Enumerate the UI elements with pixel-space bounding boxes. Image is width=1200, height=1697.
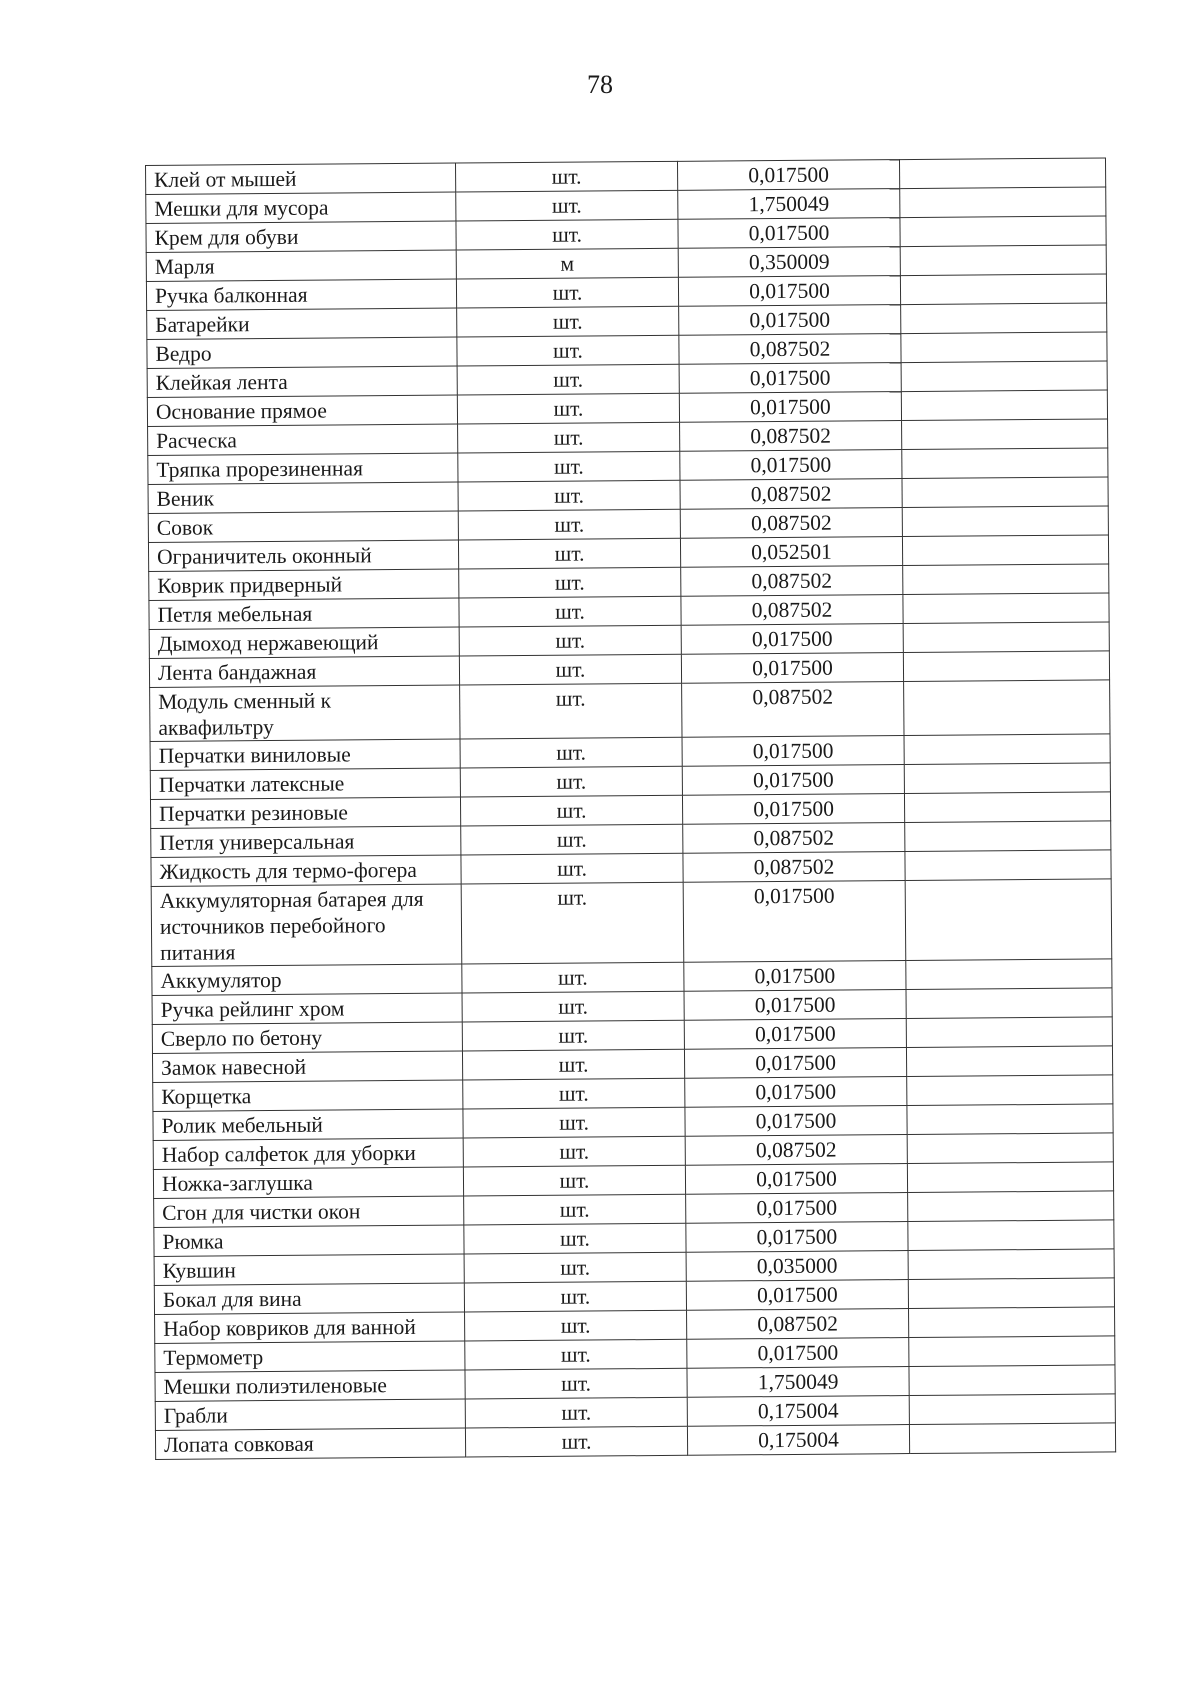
empty-cell: [908, 1278, 1114, 1309]
empty-cell: [906, 988, 1112, 1019]
quantity-cell: 0,087502: [681, 595, 903, 626]
quantity-cell: 0,017500: [682, 736, 904, 767]
item-name-cell: Модуль сменный к аквафильтру: [150, 685, 460, 741]
empty-cell: [901, 303, 1107, 334]
quantity-cell: 0,175004: [687, 1396, 909, 1427]
unit-cell: шт.: [465, 1426, 687, 1457]
empty-cell: [904, 680, 1110, 736]
unit-cell: шт.: [460, 795, 682, 826]
empty-cell: [900, 274, 1106, 305]
page-number: 78: [587, 70, 613, 99]
empty-cell: [909, 1336, 1115, 1367]
quantity-cell: 0,017500: [679, 305, 901, 336]
quantity-cell: 0,017500: [686, 1222, 908, 1253]
unit-cell: шт.: [456, 219, 678, 250]
quantity-cell: 0,017500: [684, 1019, 906, 1050]
unit-cell: шт.: [460, 737, 682, 768]
quantity-cell: 0,017500: [684, 961, 906, 992]
empty-cell: [903, 622, 1109, 653]
quantity-cell: 0,175004: [687, 1425, 909, 1456]
quantity-cell: 0,087502: [683, 823, 905, 854]
empty-cell: [899, 158, 1105, 189]
unit-cell: шт.: [455, 161, 677, 192]
item-name-cell: Ручка рейлинг хром: [152, 993, 462, 1024]
table-row: [155, 1423, 1115, 1460]
item-name-cell: Коврик придверный: [149, 569, 459, 600]
empty-cell: [906, 1046, 1112, 1077]
quantity-cell: 0,017500: [687, 1338, 909, 1369]
quantity-cell: 0,017500: [685, 1077, 907, 1108]
quantity-cell: 0,017500: [682, 765, 904, 796]
item-name-cell: Замок навесной: [152, 1051, 462, 1082]
quantity-cell: 0,087502: [683, 852, 905, 883]
item-name-cell: Ножка-заглушка: [153, 1167, 463, 1198]
empty-cell: [900, 216, 1106, 247]
empty-cell: [903, 564, 1109, 595]
empty-cell: [901, 390, 1107, 421]
empty-cell: [908, 1191, 1114, 1222]
empty-cell: [902, 419, 1108, 450]
unit-cell: шт.: [458, 451, 680, 482]
unit-cell: шт.: [459, 625, 681, 656]
unit-cell: шт.: [459, 654, 681, 685]
empty-cell: [905, 821, 1111, 852]
item-name-cell: Перчатки латексные: [150, 768, 460, 799]
empty-cell: [907, 1133, 1113, 1164]
quantity-cell: 0,035000: [686, 1251, 908, 1282]
item-name-cell: Перчатки резиновые: [150, 797, 460, 828]
unit-cell: шт.: [456, 190, 678, 221]
empty-cell: [909, 1423, 1115, 1454]
empty-cell: [902, 448, 1108, 479]
item-name-cell: Перчатки виниловые: [150, 739, 460, 770]
quantity-cell: 0,017500: [685, 1106, 907, 1137]
quantity-cell: 0,017500: [679, 392, 901, 423]
unit-cell: шт.: [461, 882, 684, 964]
quantity-cell: 0,087502: [682, 682, 904, 738]
quantity-cell: 0,087502: [680, 479, 902, 510]
item-name-cell: Лопата совковая: [155, 1428, 465, 1459]
unit-cell: шт.: [458, 480, 680, 511]
item-name-cell: Кувшин: [154, 1254, 464, 1285]
quantity-cell: 0,087502: [679, 334, 901, 365]
item-name-cell: Сверло по бетону: [152, 1022, 462, 1053]
unit-cell: шт.: [457, 306, 679, 337]
quantity-cell: 0,017500: [685, 1164, 907, 1195]
unit-cell: шт.: [458, 538, 680, 569]
quantity-cell: 1,750049: [678, 189, 900, 220]
item-name-cell: Мешки для мусора: [146, 192, 456, 223]
empty-cell: [905, 879, 1112, 961]
empty-cell: [903, 593, 1109, 624]
unit-cell: шт.: [459, 596, 681, 627]
empty-cell: [902, 535, 1108, 566]
unit-cell: шт.: [457, 364, 679, 395]
unit-cell: шт.: [465, 1397, 687, 1428]
empty-cell: [908, 1249, 1114, 1280]
unit-cell: шт.: [462, 1020, 684, 1051]
empty-cell: [904, 763, 1110, 794]
quantity-cell: 0,017500: [679, 363, 901, 394]
empty-cell: [908, 1220, 1114, 1251]
item-name-cell: Мешки полиэтиленовые: [155, 1370, 465, 1401]
empty-cell: [907, 1162, 1113, 1193]
table-row: [151, 879, 1112, 967]
items-table: [145, 157, 1116, 1460]
quantity-cell: 0,017500: [686, 1280, 908, 1311]
quantity-cell: 0,087502: [680, 508, 902, 539]
empty-cell: [900, 245, 1106, 276]
quantity-cell: 0,087502: [687, 1309, 909, 1340]
unit-cell: шт.: [460, 766, 682, 797]
item-name-cell: Ручка балконная: [146, 279, 456, 310]
empty-cell: [901, 361, 1107, 392]
item-name-cell: Лента бандажная: [149, 656, 459, 687]
empty-cell: [907, 1075, 1113, 1106]
item-name-cell: Клей от мышей: [146, 163, 456, 194]
item-name-cell: Основание прямое: [147, 395, 457, 426]
table-row: [150, 680, 1110, 742]
unit-cell: шт.: [462, 962, 684, 993]
item-name-cell: Веник: [148, 482, 458, 513]
item-name-cell: Набор ковриков для ванной: [155, 1312, 465, 1343]
quantity-cell: 0,017500: [681, 653, 903, 684]
unit-cell: шт.: [458, 509, 680, 540]
quantity-cell: 0,017500: [682, 794, 904, 825]
quantity-cell: 0,017500: [684, 1048, 906, 1079]
empty-cell: [904, 734, 1110, 765]
quantity-cell: 0,087502: [685, 1135, 907, 1166]
empty-cell: [909, 1307, 1115, 1338]
item-name-cell: Набор салфеток для уборки: [153, 1138, 463, 1169]
unit-cell: шт.: [465, 1368, 687, 1399]
item-name-cell: Совок: [148, 511, 458, 542]
item-name-cell: Аккумулятор: [152, 964, 462, 995]
item-name-cell: Расческа: [148, 424, 458, 455]
items-table-wrapper: [145, 157, 1116, 1460]
unit-cell: шт.: [465, 1310, 687, 1341]
unit-cell: шт.: [457, 393, 679, 424]
item-name-cell: Крем для обуви: [146, 221, 456, 252]
empty-cell: [903, 651, 1109, 682]
quantity-cell: 0,017500: [686, 1193, 908, 1224]
unit-cell: шт.: [463, 1107, 685, 1138]
unit-cell: шт.: [460, 683, 682, 739]
empty-cell: [906, 1017, 1112, 1048]
item-name-cell: Марля: [146, 250, 456, 281]
item-name-cell: Жидкость для термо-фогера: [151, 855, 461, 886]
unit-cell: шт.: [459, 567, 681, 598]
quantity-cell: 0,087502: [681, 566, 903, 597]
item-name-cell: Бокал для вина: [154, 1283, 464, 1314]
unit-cell: шт.: [461, 824, 683, 855]
empty-cell: [902, 506, 1108, 537]
unit-cell: шт.: [463, 1078, 685, 1109]
empty-cell: [906, 959, 1112, 990]
quantity-cell: 0,017500: [681, 624, 903, 655]
item-name-cell: Ограничитель оконный: [148, 540, 458, 571]
item-name-cell: Батарейки: [147, 308, 457, 339]
item-name-cell: Петля мебельная: [149, 598, 459, 629]
item-name-cell: Петля универсальная: [151, 826, 461, 857]
unit-cell: шт.: [461, 853, 683, 884]
item-name-cell: Сгон для чистки окон: [154, 1196, 464, 1227]
items-table-body: [146, 158, 1116, 1459]
item-name-cell: Аккумуляторная батарея для источников перебойного питания: [151, 884, 462, 966]
item-name-cell: Клейкая лента: [147, 366, 457, 397]
quantity-cell: 0,052501: [680, 537, 902, 568]
quantity-cell: 0,350009: [678, 247, 900, 278]
empty-cell: [909, 1394, 1115, 1425]
unit-cell: м: [456, 248, 678, 279]
quantity-cell: 0,017500: [677, 160, 899, 191]
empty-cell: [909, 1365, 1115, 1396]
item-name-cell: Рюмка: [154, 1225, 464, 1256]
item-name-cell: Корщетка: [153, 1080, 463, 1111]
item-name-cell: Тряпка прорезиненная: [148, 453, 458, 484]
unit-cell: шт.: [462, 1049, 684, 1080]
unit-cell: шт.: [457, 335, 679, 366]
quantity-cell: 0,017500: [683, 881, 906, 963]
empty-cell: [902, 477, 1108, 508]
unit-cell: шт.: [458, 422, 680, 453]
unit-cell: шт.: [464, 1223, 686, 1254]
item-name-cell: Грабли: [155, 1399, 465, 1430]
empty-cell: [905, 850, 1111, 881]
unit-cell: шт.: [464, 1194, 686, 1225]
item-name-cell: Термометр: [155, 1341, 465, 1372]
empty-cell: [904, 792, 1110, 823]
item-name-cell: Ведро: [147, 337, 457, 368]
quantity-cell: 0,017500: [678, 218, 900, 249]
empty-cell: [907, 1104, 1113, 1135]
unit-cell: шт.: [463, 1165, 685, 1196]
unit-cell: шт.: [464, 1281, 686, 1312]
unit-cell: шт.: [456, 277, 678, 308]
unit-cell: шт.: [463, 1136, 685, 1167]
item-name-cell: Дымоход нержавеющий: [149, 627, 459, 658]
unit-cell: шт.: [462, 991, 684, 1022]
unit-cell: шт.: [464, 1252, 686, 1283]
item-name-cell: Ролик мебельный: [153, 1109, 463, 1140]
quantity-cell: 0,017500: [678, 276, 900, 307]
empty-cell: [900, 187, 1106, 218]
unit-cell: шт.: [465, 1339, 687, 1370]
quantity-cell: 1,750049: [687, 1367, 909, 1398]
quantity-cell: 0,017500: [684, 990, 906, 1021]
empty-cell: [901, 332, 1107, 363]
quantity-cell: 0,087502: [680, 421, 902, 452]
quantity-cell: 0,017500: [680, 450, 902, 481]
